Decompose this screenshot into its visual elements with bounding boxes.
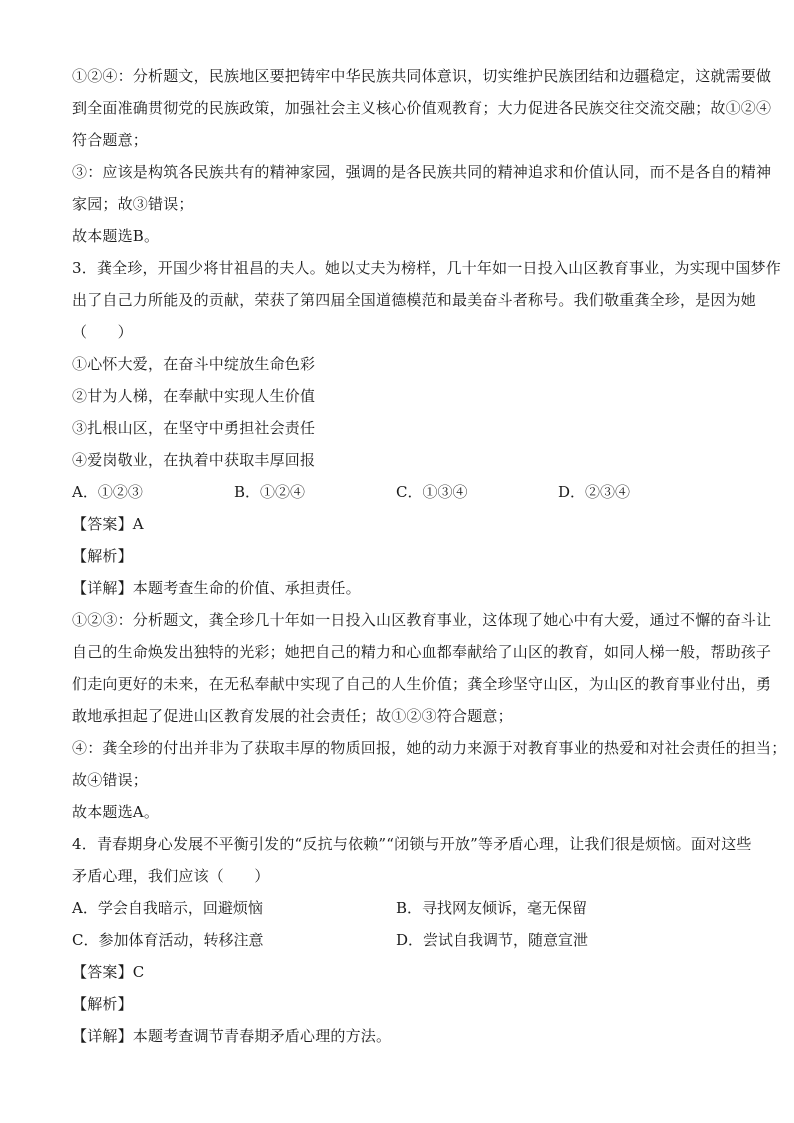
prev-explanation-line: 到全面准确贯彻党的民族政策，加强社会主义核心价值观教育；大力促进各民族交往交流交融；故①②④: [72, 99, 772, 117]
q3-option-c: C．①③④: [396, 483, 468, 501]
q4-option-c: C．参加体育活动，转移注意: [72, 931, 264, 949]
prev-explanation-line: 家园；故③错误；: [72, 195, 194, 213]
q3-answer: 【答案】A: [72, 515, 144, 533]
q3-explanation-line: 们走向更好的未来，在无私奉献中实现了自己的人生价值；龚全珍坚守山区，为山区的教育事业付出，勇: [72, 675, 772, 693]
prev-conclusion: 故本题选B。: [72, 227, 160, 245]
q4-option-a: A．学会自我暗示，回避烦恼: [72, 899, 263, 917]
q3-detail: 【详解】本题考查生命的价值、承担责任。: [72, 579, 361, 597]
q3-item: ④爱岗敬业，在执着中获取丰厚回报: [72, 451, 316, 469]
q3-item: ②甘为人梯，在奉献中实现人生价值: [72, 387, 316, 405]
q3-explanation-line: ①②③：分析题文，龚全珍几十年如一日投入山区教育事业，这体现了她心中有大爱，通过不懈的奋斗让: [72, 611, 772, 629]
q4-option-b: B．寻找网友倾诉，毫无保留: [396, 899, 588, 917]
q3-explanation-line: 故④错误；: [72, 771, 149, 789]
q3-blank: （ ）: [72, 323, 133, 341]
q3-stem: 3．龚全珍，开国少将甘祖昌的夫人。她以丈夫为榜样，几十年如一日投入山区教育事业，为实现中国梦作: [72, 259, 781, 277]
q4-answer: 【答案】C: [72, 963, 145, 981]
q4-analysis-heading: 【解析】: [72, 995, 133, 1013]
prev-explanation-line: ③：应该是构筑各民族共有的精神家园，强调的是各民族共同的精神追求和价值认同，而不是各自的精神: [72, 163, 772, 181]
q3-analysis-heading: 【解析】: [72, 547, 133, 565]
q3-item: ①心怀大爱，在奋斗中绽放生命色彩: [72, 355, 316, 373]
q3-conclusion: 故本题选A。: [72, 803, 160, 821]
q3-explanation-line: 自己的生命焕发出独特的光彩；她把自己的精力和心血都奉献给了山区的教育，如同人梯一般，帮助孩子: [72, 643, 772, 661]
q3-item: ③扎根山区，在坚守中勇担社会责任: [72, 419, 316, 437]
prev-explanation-line: ①②④：分析题文，民族地区要把铸牢中华民族共同体意识，切实维护民族团结和边疆稳定，这就需要做: [72, 67, 772, 85]
q3-option-b: B．①②④: [234, 483, 306, 501]
q4-detail: 【详解】本题考查调节青春期矛盾心理的方法。: [72, 1027, 392, 1045]
q3-option-a: A．①②③: [72, 483, 143, 501]
q3-explanation-line: ④：龚全珍的付出并非为了获取丰厚的物质回报，她的动力来源于对教育事业的热爱和对社会责任的担当；: [72, 739, 787, 757]
q4-stem: 矛盾心理，我们应该（ ）: [72, 867, 270, 885]
prev-explanation-line: 符合题意；: [72, 131, 149, 149]
q3-stem: 出了自己力所能及的贡献，荣获了第四届全国道德模范和最美奋斗者称号。我们敬重龚全珍，是因为她: [72, 291, 757, 309]
q3-option-d: D．②③④: [558, 483, 631, 501]
q4-option-d: D．尝试自我调节，随意宣泄: [396, 931, 589, 949]
q3-explanation-line: 敢地承担起了促进山区教育发展的社会责任；故①②③符合题意；: [72, 707, 513, 725]
q4-stem: 4．青春期身心发展不平衡引发的“反抗与依赖”“闭锁与开放”等矛盾心理，让我们很是烦恼。面对这些: [72, 835, 752, 853]
